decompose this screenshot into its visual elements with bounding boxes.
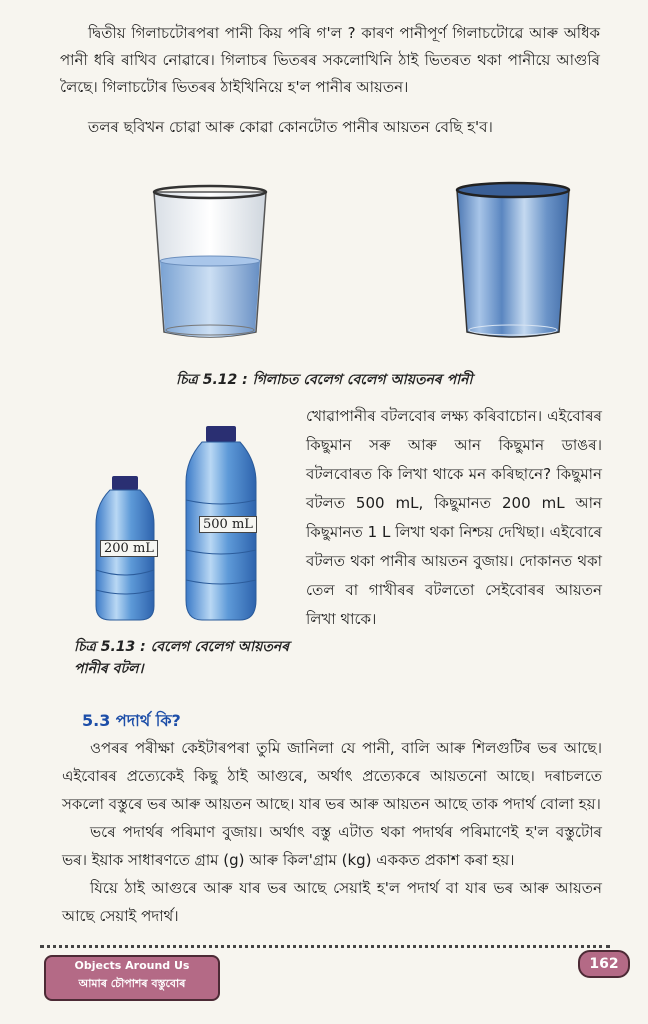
paragraph-bottles: খোৱাপানীৰ বটলবোৰ লক্ষ্য কৰিবাচোন। এইবোৰৰ কিছুমান সৰু আৰু আন কিছুমান ডাঙৰ। বটলবোৰত কি লিখা থাকে মন কৰিছানে? কিছুমান বটলত 500 mL, কিছুমানত 200 mL আন কিছুমানত 1 L লিখা থকা নিশ্চয় দেখিছা। এইবোৰে বটলত থকা পানীৰ আয়তন বুজায়। দোকানত থকা তেল বা গাখীৰৰ বটলতো সেইবোৰৰ আয়তন লিখা থাকে। — [306, 407, 602, 628]
bottle-500ml-label: 500 mL — [199, 516, 257, 533]
section-heading: 5.3 পদাৰ্থ কি? — [82, 711, 181, 730]
full-glass-image — [453, 178, 573, 342]
half-filled-glass-image — [150, 182, 270, 342]
paragraph-matter-definition: যিয়ে ঠাই আগুৰে আৰু যাৰ ভৰ আছে সেয়াই হ'ল পদাৰ্থ বা যাৰ ভৰ আৰু আয়তন আছে সেয়াই পদাৰ্থ। — [62, 879, 602, 925]
book-title-assamese: আমাৰ চৌপাশৰ বস্তুবোৰ — [78, 977, 186, 990]
paragraph-instruction: তলৰ ছবিখন চোৱা আৰু কোৱা কোনটোত পানীৰ আয়তন বেছি হ'ব। — [88, 118, 493, 136]
bottle-200ml-label: 200 mL — [100, 540, 158, 557]
paragraph-mass: ভৰে পদাৰ্থৰ পৰিমাণ বুজায়। অৰ্থাৎ বস্তু এটাত থকা পদাৰ্থৰ পৰিমাণেই হ'ল বস্তুটোৰ ভৰ। ইয়াক সাধাৰণতে গ্ৰাম (g) আৰু কিল'গ্ৰাম (kg) এককত প্ৰকাশ কৰা হয়। — [62, 823, 602, 869]
footer-divider — [40, 945, 610, 948]
figure-5-13-caption: চিত্ৰ 5.13 : বেলেগ বেলেগ আয়তনৰ পানীৰ বটল। — [74, 639, 290, 677]
footer-book-title — [44, 955, 220, 1001]
page-number: 162 — [578, 950, 630, 978]
paragraph-intro: দ্বিতীয় গিলাচটোৰপৰা পানী কিয় পৰি গ'ল ? কাৰণ পানীপূৰ্ণ গিলাচটোৱে আৰু অধিক পানী ধৰি ৰাখিব নোৱাৰে। গিলাচৰ ভিতৰৰ সকলোখিনি ঠাই ভিতৰত থকা পানীয়ে আগুৰি লৈছে। গিলাচটোৰ ভিতৰৰ ঠাইখিনিয়ে হ'ল পানীৰ আয়তন। — [60, 24, 600, 96]
paragraph-matter-intro: ওপৰৰ পৰীক্ষা কেইটাৰপৰা তুমি জানিলা যে পানী, বালি আৰু শিলগুটিৰ ভৰ আছে। এইবোৰৰ প্ৰত্যেকেই কিছু ঠাই আগুৰে, অৰ্থাৎ প্ৰত্যেকৰে আয়তনো আছে। দৰাচলতে সকলো বস্তুৰে ভৰ আৰু আয়তন আছে। যাৰ ভৰ আৰু আয়তন আছে তাক পদাৰ্থ বোলা হয়। — [62, 739, 602, 813]
book-title-english: Objects Around Us — [74, 959, 190, 972]
figure-5-12-caption: চিত্ৰ 5.12 : গিলাচত বেলেগ বেলেগ আয়তনৰ পানী — [176, 372, 473, 388]
